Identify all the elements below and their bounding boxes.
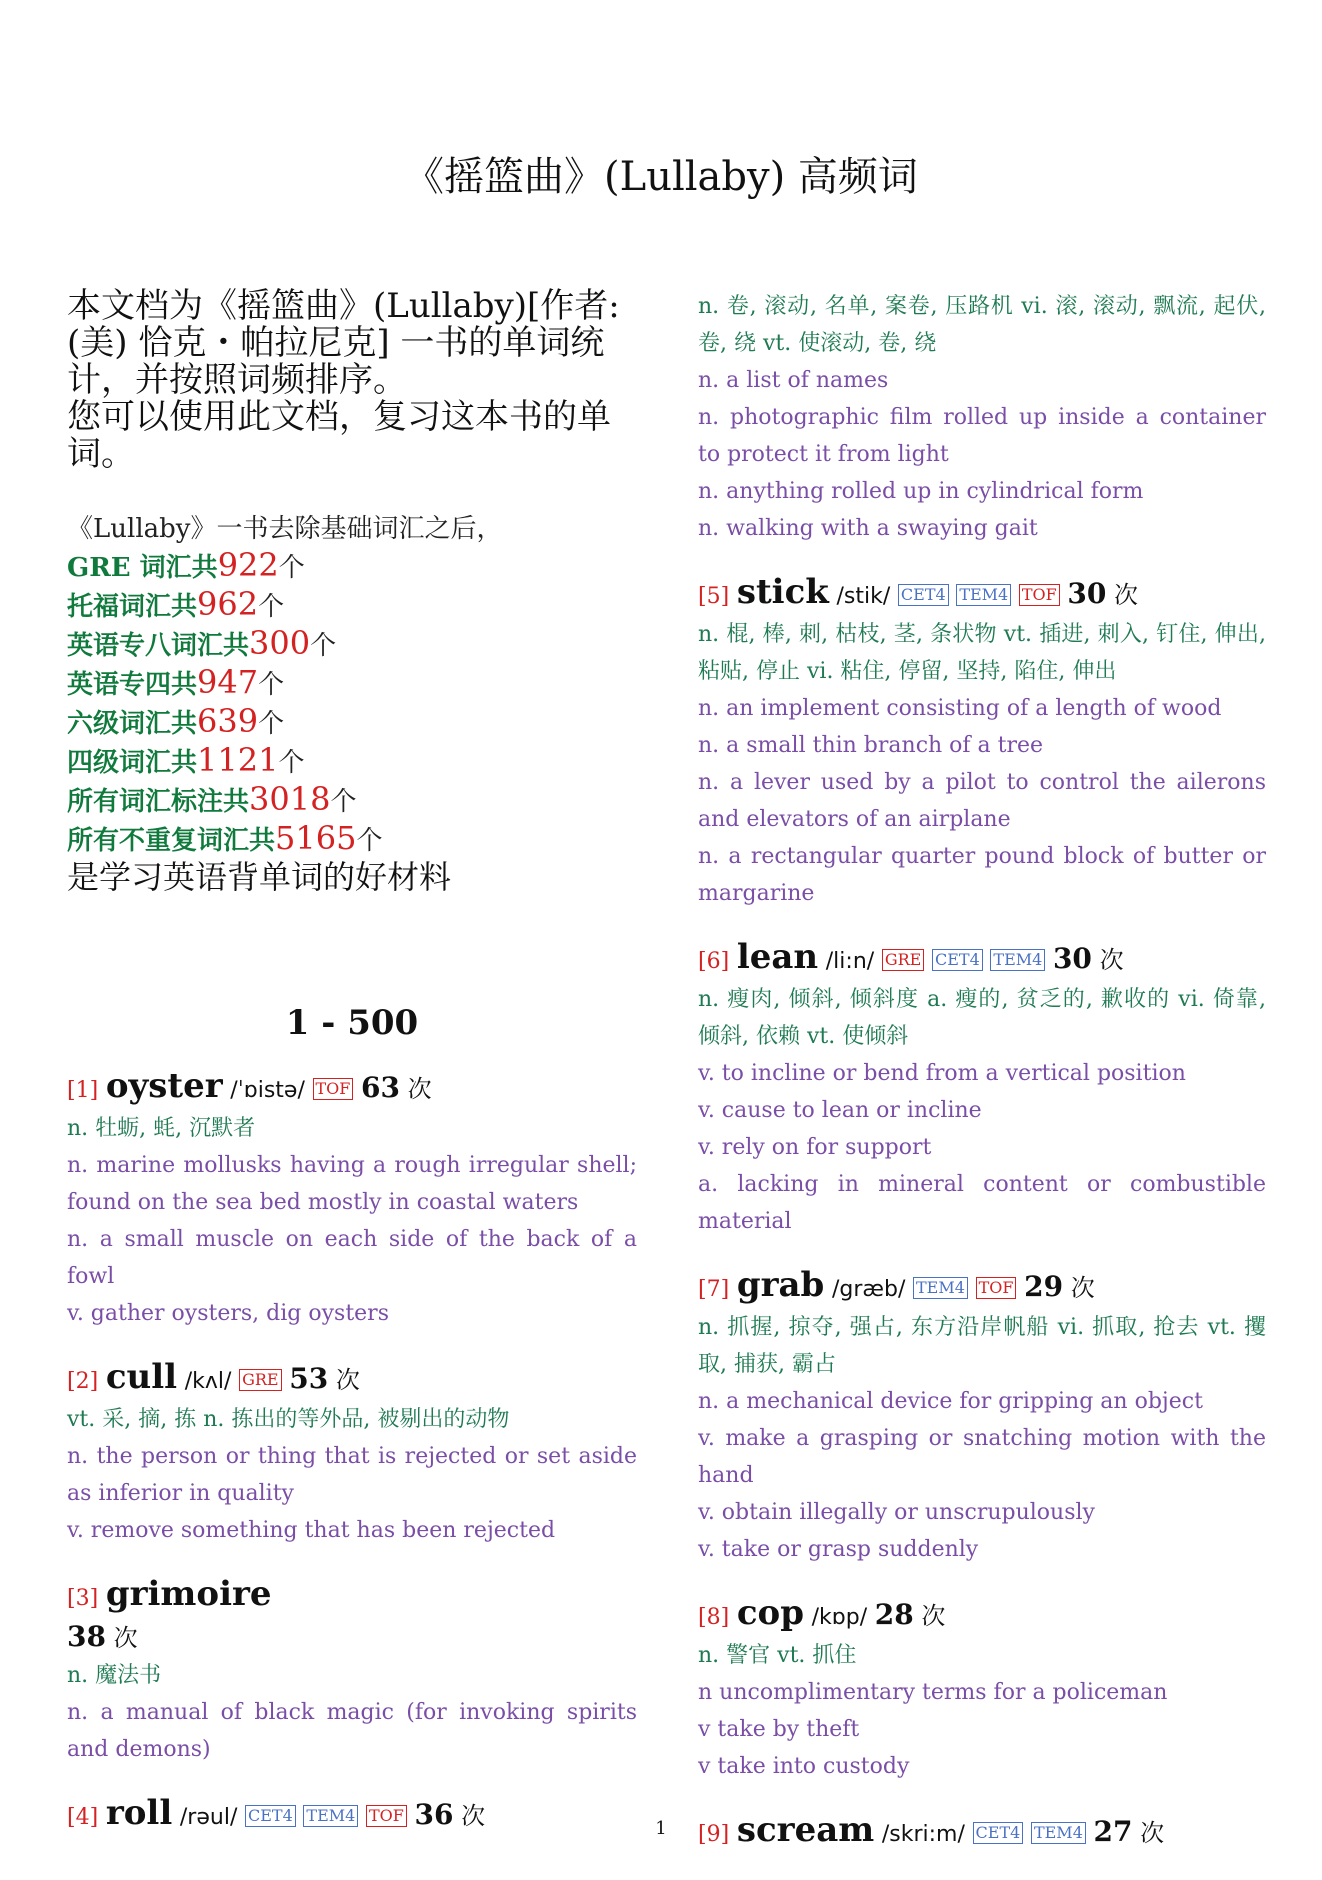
stat-number: 639 [197,702,259,740]
stat-label: 所有不重复词汇共 [67,826,276,856]
page-number: 1 [655,1818,667,1839]
entry-times: 次 [335,1366,360,1394]
english-definition: v. obtain illegally or unscrupulously [698,1500,1095,1525]
entry-head [698,573,1266,616]
entry-head [67,1358,637,1401]
english-definition: v. remove something that has been rejected [67,1518,556,1543]
stat-unit: 个 [330,787,357,817]
english-definition: n. a small thin branch of a tree [698,733,1044,758]
entry-phonetic: /kɒp/ [811,1605,868,1630]
entry-count: 53 [289,1362,329,1395]
intro-text [67,288,637,473]
right-column [698,288,1266,1880]
chinese-definition: n. 警官 vt. 抓住 [698,1643,857,1668]
vocab-stats [67,511,637,895]
entry-index: [8] [698,1605,730,1630]
stat-number: 300 [249,624,311,662]
english-definition: n. photographic film rolled up inside a container to protect it from light [698,405,1266,467]
english-definition: v. gather oysters, dig oysters [67,1301,389,1326]
stat-line [67,703,637,742]
entry-times: 次 [1099,946,1124,974]
english-definition: n. a list of names [698,368,889,393]
english-definition: v. cause to lean or incline [698,1098,982,1123]
english-definition: n. the person or thing that is rejected or set aside as inferior in quality [67,1444,637,1506]
exam-tag: TOF [976,1277,1017,1299]
english-definition: n. a rectangular quarter pound block of butter or margarine [698,844,1266,906]
entry-head [698,1266,1266,1309]
entry-index: [1] [67,1078,99,1103]
english-definition: n. a small muscle on each side of the back of a fowl [67,1227,637,1289]
entry-times: 次 [921,1602,946,1630]
entry-phonetic: /kʌl/ [184,1369,232,1394]
exam-tag: CET4 [245,1805,296,1827]
range-heading: 1 - 500 [285,1003,419,1043]
stat-number: 922 [217,546,279,584]
stat-label: 英语专四共 [67,670,198,700]
stat-label: 托福词汇共 [67,592,198,622]
entry-index: [2] [67,1369,99,1394]
english-definition: n. marine mollusks having a rough irregular shell; found on the sea bed mostly in coastal waters [67,1153,637,1215]
entries-left [67,1067,637,1837]
chinese-definition: n. 卷, 滚动, 名单, 案卷, 压路机 vi. 滚, 滚动, 飘流, 起伏, 卷, 绕 vt. 使滚动, 卷, 绕 [698,294,1266,356]
english-definition: n. walking with a swaying gait [698,516,1038,541]
entry-phonetic: /skri:m/ [881,1822,965,1847]
chinese-definition: n. 棍, 棒, 刺, 枯枝, 茎, 条状物 vt. 插进, 刺入, 钉住, 伸出, 粘贴, 停止 vi. 粘住, 停留, 坚持, 陷住, 伸出 [698,622,1266,684]
english-definition: n. anything rolled up in cylindrical form [698,479,1144,504]
chinese-definition: n. 魔法书 [67,1663,162,1688]
english-definition: v take by theft [698,1717,860,1742]
entry-times: 次 [1140,1819,1165,1847]
stats-conclusion: 是学习英语背单词的好材料 [67,858,452,896]
entry-word: cull [105,1357,178,1397]
word-entry [698,1594,1266,1785]
entry-count: 63 [361,1071,400,1104]
entry-word: cop [736,1593,804,1633]
entry-count: 38 [67,1620,106,1653]
entry-word: scream [736,1810,875,1850]
exam-tag: TEM4 [1031,1822,1086,1844]
entries-right [698,288,1266,1854]
entry-word: grimoire [105,1574,272,1614]
english-definition: a. lacking in mineral content or combustible material [698,1172,1266,1234]
stat-number: 962 [197,585,259,623]
entry-index: [5] [698,584,730,609]
chinese-definition: n. 牡蛎, 蚝, 沉默者 [67,1116,256,1141]
intro-line-2: 您可以使用此文档，复习这本书的单词。 [67,397,611,474]
exam-tag: GRE [882,949,925,971]
entry-count: 30 [1052,942,1092,975]
stat-line [67,781,637,820]
word-entry [698,288,1266,547]
word-entry [67,1358,637,1549]
entry-index: [9] [698,1822,730,1847]
stat-unit: 个 [310,631,337,661]
word-entry [698,1266,1266,1568]
stat-line [67,742,637,781]
stat-line [67,664,637,703]
stat-label: 所有词汇标注共 [67,787,250,817]
exam-tag: GRE [239,1369,282,1391]
entry-times: 次 [1114,581,1139,609]
stat-number: 3018 [249,780,331,818]
entry-phonetic: /ˈɒistə/ [230,1078,305,1103]
exam-tag: TOF [313,1078,354,1100]
stat-label: 六级词汇共 [67,709,198,739]
exam-tag: TEM4 [956,584,1011,606]
entry-phonetic: /rəul/ [179,1805,238,1830]
entry-phonetic: /li:n/ [825,949,875,974]
left-column [67,288,637,1863]
entry-phonetic: /stik/ [836,584,891,609]
entry-count: 28 [874,1598,914,1631]
page-title: 《摇篮曲》(Lullaby) 高频词 [404,154,918,200]
entry-index: [4] [67,1805,99,1830]
entry-count: 36 [414,1798,454,1831]
stat-label: 四级词汇共 [67,748,198,778]
chinese-definition: n. 抓握, 掠夺, 强占, 东方沿岸帆船 vi. 抓取, 抢去 vt. 攫取, 捕获, 霸占 [698,1315,1266,1377]
entry-times: 次 [407,1075,432,1103]
exam-tag: TEM4 [913,1277,968,1299]
stat-unit: 个 [258,709,285,739]
stats-list [67,547,637,859]
exam-tag: CET4 [973,1822,1024,1844]
chinese-definition: vt. 采, 摘, 拣 n. 拣出的等外品, 被剔出的动物 [67,1407,510,1432]
entry-count: 30 [1067,577,1107,610]
entry-head [698,1594,1266,1637]
chinese-definition: n. 瘦肉, 倾斜, 倾斜度 a. 瘦的, 贫乏的, 歉收的 vi. 倚靠, 倾斜, 依赖 vt. 使倾斜 [698,987,1266,1049]
entry-word: roll [105,1793,173,1833]
stat-unit: 个 [278,553,305,583]
entry-times: 次 [461,1802,486,1830]
word-entry [67,1067,637,1332]
entry-index: [3] [67,1586,99,1611]
stat-line [67,820,637,859]
stats-intro: 《Lullaby》一书去除基础词汇之后， [67,514,503,544]
stat-unit: 个 [258,670,285,700]
english-definition: v. rely on for support [698,1135,932,1160]
stat-unit: 个 [278,748,305,778]
intro-line-1: 本文档为《摇篮曲》(Lullaby)[作者: (美) 恰克・帕拉尼克] 一书的单词统计，并按照词频排序。 [67,286,620,400]
exam-tag: TEM4 [303,1805,358,1827]
word-entry [698,938,1266,1240]
stat-line [67,625,637,664]
stat-number: 947 [197,663,259,701]
english-definition: n uncomplimentary terms for a policeman [698,1680,1168,1705]
english-definition: v. to incline or bend from a vertical position [698,1061,1186,1086]
english-definition: v. take or grasp suddenly [698,1537,979,1562]
exam-tag: TEM4 [990,949,1045,971]
stat-unit: 个 [356,826,383,856]
entry-head [67,1067,637,1110]
stat-unit: 个 [258,592,285,622]
entry-phonetic: /græb/ [831,1277,906,1302]
entry-times: 次 [113,1624,138,1652]
entry-word: stick [736,572,829,612]
exam-tag: CET4 [932,949,983,971]
stat-line [67,547,637,586]
entry-head [67,1575,637,1657]
english-definition: n. a mechanical device for gripping an object [698,1389,1203,1414]
entry-count: 27 [1093,1815,1133,1848]
exam-tag: CET4 [898,584,949,606]
stat-number: 5165 [275,819,357,857]
entry-index: [6] [698,949,730,974]
entry-word: lean [736,937,819,977]
stat-line [67,586,637,625]
entry-word: oyster [105,1066,223,1106]
english-definition: n. an implement consisting of a length of wood [698,696,1222,721]
entry-times: 次 [1070,1274,1095,1302]
entry-head [698,938,1266,981]
word-entry [698,573,1266,912]
english-definition: n. a lever used by a pilot to control the ailerons and elevators of an airplane [698,770,1266,832]
english-definition: n. a manual of black magic (for invoking spirits and demons) [67,1700,637,1762]
english-definition: v take into custody [698,1754,910,1779]
stat-number: 1121 [197,741,279,779]
english-definition: v. make a grasping or snatching motion with the hand [698,1426,1266,1488]
entry-index: [7] [698,1277,730,1302]
word-entry [67,1575,637,1768]
exam-tag: TOF [1019,584,1060,606]
entry-word: grab [736,1265,825,1305]
stat-label: 英语专八词汇共 [67,631,250,661]
entry-count: 29 [1024,1270,1064,1303]
stat-label: GRE 词汇共 [67,553,218,583]
exam-tag: TOF [366,1805,407,1827]
